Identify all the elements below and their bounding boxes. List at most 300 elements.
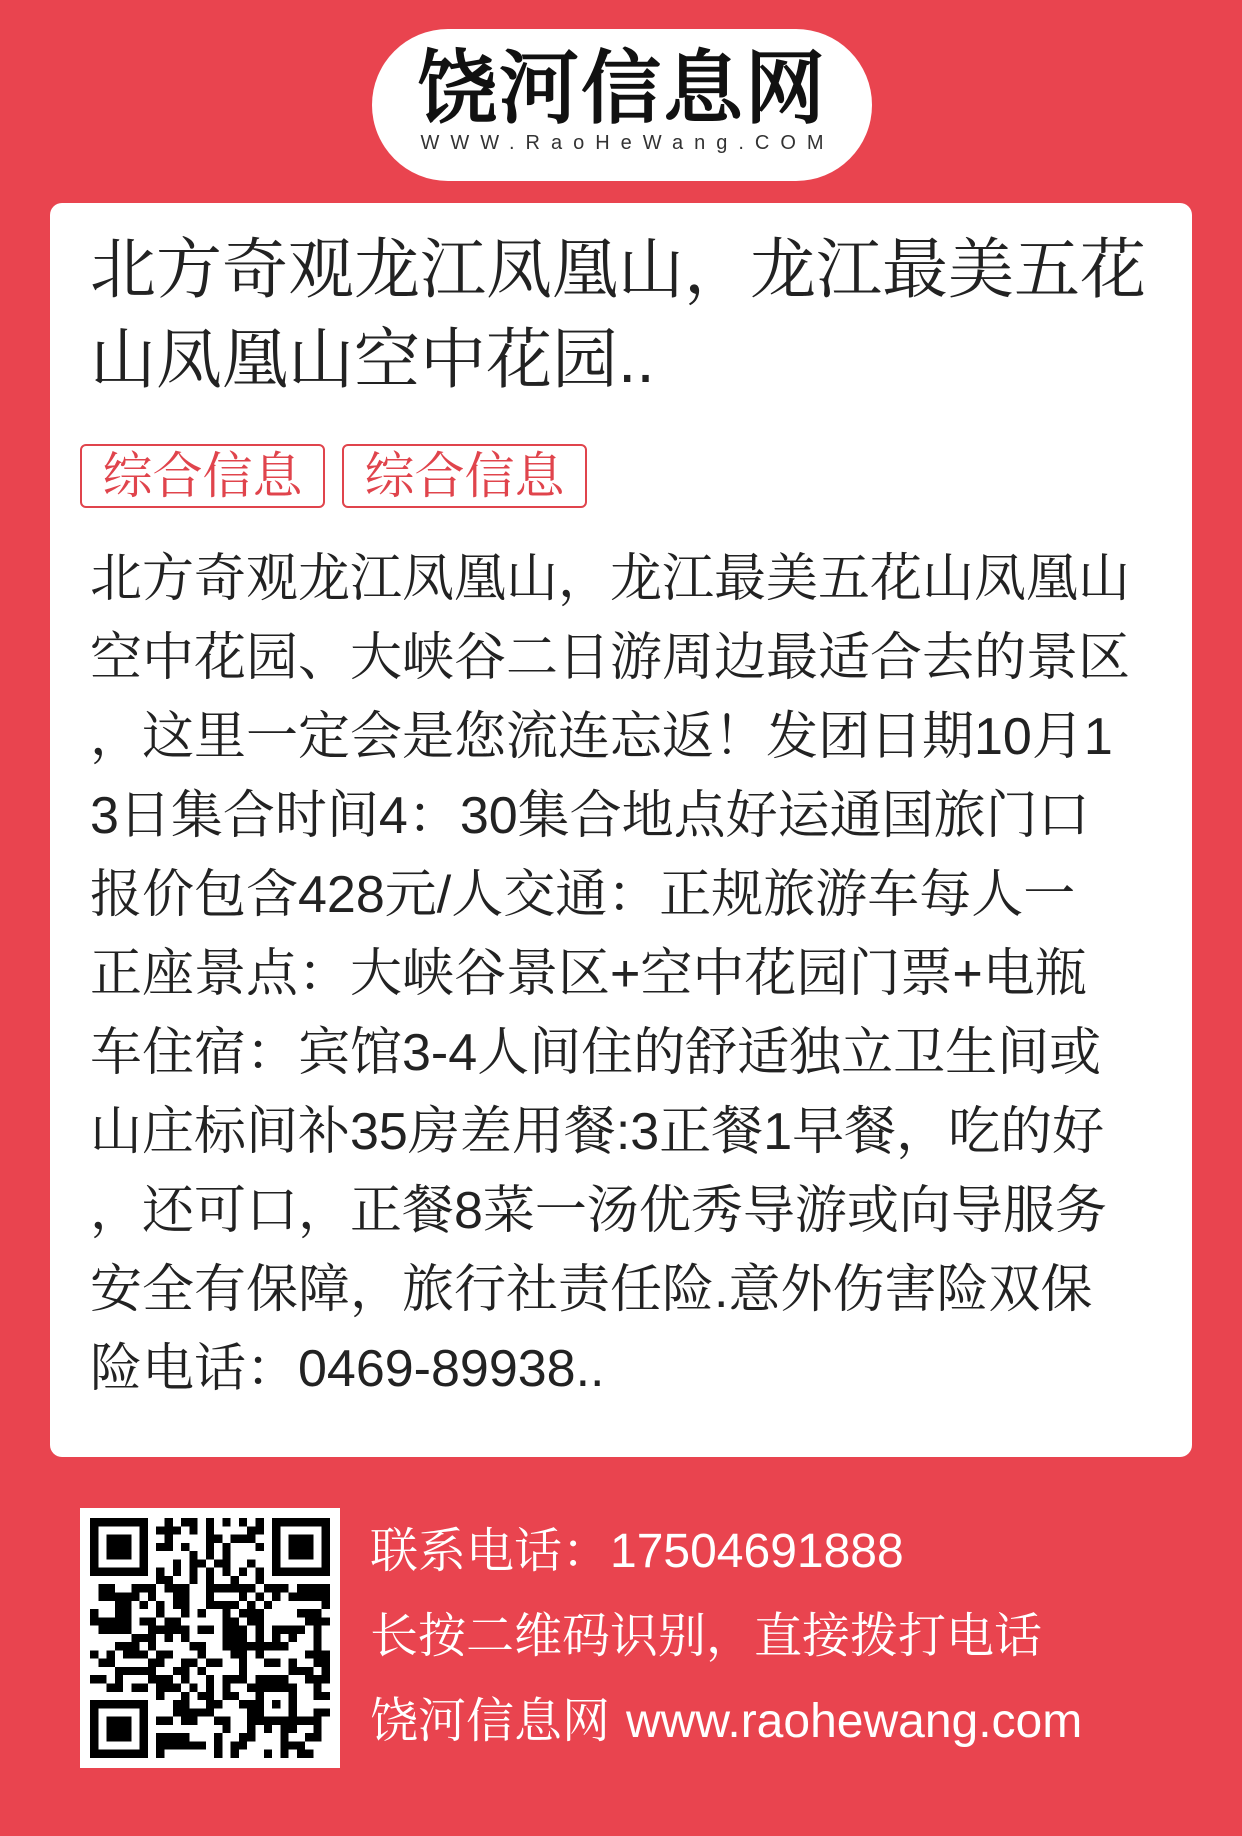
qr-module xyxy=(198,1741,206,1749)
article-body-line: 报价包含428元/人交通：正规旅游车每人一 xyxy=(90,866,1076,924)
qr-module xyxy=(214,1535,222,1543)
qr-module xyxy=(256,1518,264,1526)
qr-module xyxy=(131,1642,139,1650)
qr-module xyxy=(189,1518,197,1526)
qr-module xyxy=(313,1684,321,1692)
qr-module xyxy=(140,1684,148,1692)
qr-module xyxy=(222,1634,230,1642)
qr-module xyxy=(115,1543,123,1551)
qr-module xyxy=(256,1650,264,1658)
qr-module xyxy=(164,1535,172,1543)
qr-module xyxy=(272,1659,280,1667)
qr-module xyxy=(239,1642,247,1650)
qr-module xyxy=(164,1518,172,1526)
qr-module xyxy=(222,1543,230,1551)
qr-module xyxy=(231,1642,239,1650)
qr-module xyxy=(156,1692,164,1700)
qr-module xyxy=(272,1642,280,1650)
site-name: 饶河信息网 xyxy=(370,1695,611,1748)
qr-module xyxy=(297,1535,305,1543)
qr-module xyxy=(115,1617,123,1625)
qr-module xyxy=(289,1708,297,1716)
site-line xyxy=(370,1679,1082,1764)
qr-module xyxy=(280,1518,288,1526)
qr-module xyxy=(123,1725,131,1733)
qr-module xyxy=(305,1667,313,1675)
qr-module xyxy=(280,1717,288,1725)
qr-module xyxy=(148,1617,156,1625)
qr-module xyxy=(206,1601,214,1609)
qr-module xyxy=(140,1634,148,1642)
qr-code-frame[interactable] xyxy=(80,1508,340,1768)
qr-module xyxy=(90,1543,98,1551)
article-title xyxy=(90,224,1146,404)
qr-module xyxy=(222,1601,230,1609)
qr-module xyxy=(148,1642,156,1650)
qr-module xyxy=(214,1559,222,1567)
qr-module xyxy=(123,1626,131,1634)
qr-module xyxy=(206,1576,214,1584)
qr-module xyxy=(198,1642,206,1650)
qr-module xyxy=(181,1708,189,1716)
qr-module xyxy=(289,1667,297,1675)
qr-module xyxy=(264,1684,272,1692)
qr-module xyxy=(264,1659,272,1667)
qr-module xyxy=(198,1708,206,1716)
qr-module xyxy=(206,1568,214,1576)
qr-module xyxy=(256,1592,264,1600)
qr-module xyxy=(189,1526,197,1534)
qr-module xyxy=(115,1750,123,1758)
qr-module xyxy=(90,1609,98,1617)
qr-module xyxy=(206,1700,214,1708)
qr-module xyxy=(256,1717,264,1725)
qr-module xyxy=(297,1592,305,1600)
qr-module xyxy=(123,1543,131,1551)
qr-module xyxy=(322,1675,330,1683)
qr-module xyxy=(206,1659,214,1667)
qr-module xyxy=(123,1750,131,1758)
qr-module xyxy=(173,1700,181,1708)
qr-module xyxy=(247,1708,255,1716)
qr-module xyxy=(256,1692,264,1700)
qr-module xyxy=(131,1700,139,1708)
qr-module xyxy=(173,1601,181,1609)
qr-module xyxy=(214,1717,222,1725)
qr-module xyxy=(123,1650,131,1658)
qr-module xyxy=(156,1526,164,1534)
qr-module xyxy=(90,1568,98,1576)
qr-module xyxy=(313,1634,321,1642)
qr-module xyxy=(123,1667,131,1675)
qr-module xyxy=(90,1551,98,1559)
qr-module xyxy=(231,1675,239,1683)
qr-module xyxy=(256,1543,264,1551)
qr-module xyxy=(98,1568,106,1576)
qr-module xyxy=(280,1725,288,1733)
qr-module xyxy=(189,1684,197,1692)
qr-module xyxy=(239,1741,247,1749)
qr-module xyxy=(272,1700,280,1708)
qr-module xyxy=(90,1675,98,1683)
qr-module xyxy=(264,1750,272,1758)
qr-module xyxy=(289,1518,297,1526)
qr-module xyxy=(206,1543,214,1551)
qr-module xyxy=(164,1634,172,1642)
qr-module xyxy=(131,1667,139,1675)
qr-module xyxy=(231,1576,239,1584)
qr-module xyxy=(322,1617,330,1625)
tag-category[interactable]: 综合信息 xyxy=(342,444,587,508)
qr-module xyxy=(247,1535,255,1543)
qr-module xyxy=(222,1692,230,1700)
qr-module xyxy=(222,1609,230,1617)
qr-module xyxy=(247,1733,255,1741)
qr-module xyxy=(280,1733,288,1741)
qr-module xyxy=(115,1626,123,1634)
qr-module xyxy=(256,1675,264,1683)
qr-module xyxy=(206,1551,214,1559)
qr-module xyxy=(164,1526,172,1534)
qr-module xyxy=(305,1675,313,1683)
qr-module xyxy=(305,1584,313,1592)
qr-module xyxy=(206,1535,214,1543)
qr-module xyxy=(272,1543,280,1551)
qr-module xyxy=(313,1626,321,1634)
qr-module xyxy=(115,1667,123,1675)
qr-module xyxy=(181,1733,189,1741)
qr-module xyxy=(231,1750,239,1758)
qr-module xyxy=(115,1601,123,1609)
qr-module xyxy=(313,1650,321,1658)
qr-module xyxy=(313,1675,321,1683)
tag-category[interactable]: 综合信息 xyxy=(80,444,325,508)
qr-module xyxy=(289,1634,297,1642)
qr-module xyxy=(115,1725,123,1733)
qr-module xyxy=(206,1684,214,1692)
qr-module xyxy=(90,1708,98,1716)
qr-module xyxy=(173,1526,181,1534)
article-title-line: 北方奇观龙江凤凰山，龙江最美五花 xyxy=(90,232,1146,306)
qr-module xyxy=(148,1626,156,1634)
qr-module xyxy=(156,1626,164,1634)
qr-module xyxy=(164,1576,172,1584)
qr-module xyxy=(123,1592,131,1600)
qr-module xyxy=(222,1518,230,1526)
qr-module xyxy=(123,1733,131,1741)
qr-module xyxy=(289,1684,297,1692)
tag-list xyxy=(80,444,587,508)
qr-module xyxy=(173,1626,181,1634)
qr-module xyxy=(297,1518,305,1526)
qr-module xyxy=(214,1750,222,1758)
qr-module xyxy=(181,1700,189,1708)
qr-module xyxy=(140,1584,148,1592)
qr-module xyxy=(222,1684,230,1692)
article-card xyxy=(50,203,1192,1457)
qr-module xyxy=(305,1750,313,1758)
qr-module xyxy=(231,1535,239,1543)
qr-module xyxy=(222,1725,230,1733)
qr-module xyxy=(305,1733,313,1741)
qr-module xyxy=(289,1626,297,1634)
qr-module xyxy=(164,1675,172,1683)
qr-module xyxy=(189,1576,197,1584)
qr-module xyxy=(140,1650,148,1658)
qr-module xyxy=(322,1692,330,1700)
qr-module xyxy=(181,1592,189,1600)
article-body-line: 安全有保障，旅行社责任险.意外伤害险双保 xyxy=(90,1261,1093,1319)
qr-module xyxy=(148,1675,156,1683)
qr-module xyxy=(280,1568,288,1576)
qr-module xyxy=(322,1708,330,1716)
qr-module xyxy=(189,1642,197,1650)
qr-module xyxy=(239,1626,247,1634)
qr-module xyxy=(313,1717,321,1725)
qr-module xyxy=(264,1725,272,1733)
qr-module xyxy=(123,1535,131,1543)
article-body-line: 车住宿：宾馆3-4人间住的舒适独立卫生间或 xyxy=(90,1024,1102,1082)
qr-module xyxy=(173,1667,181,1675)
qr-module xyxy=(198,1626,206,1634)
qr-module xyxy=(107,1543,115,1551)
article-body-line: 北方奇观龙江凤凰山，龙江最美五花山凤凰山 xyxy=(90,550,1131,608)
qr-module xyxy=(222,1568,230,1576)
qr-module xyxy=(98,1659,106,1667)
qr-module xyxy=(90,1617,98,1625)
qr-module xyxy=(222,1675,230,1683)
qr-module xyxy=(140,1568,148,1576)
site-url: www.raohewang.com xyxy=(626,1695,1083,1748)
qr-module xyxy=(222,1551,230,1559)
qr-module xyxy=(140,1667,148,1675)
qr-module xyxy=(239,1650,247,1658)
qr-module xyxy=(181,1717,189,1725)
qr-module xyxy=(272,1535,280,1543)
qr-module xyxy=(140,1535,148,1543)
qr-module xyxy=(123,1601,131,1609)
qr-module xyxy=(239,1667,247,1675)
qr-module xyxy=(272,1626,280,1634)
qr-module xyxy=(280,1675,288,1683)
footer-info xyxy=(370,1509,1082,1764)
qr-module xyxy=(181,1601,189,1609)
qr-module xyxy=(140,1559,148,1567)
qr-module xyxy=(90,1518,98,1526)
qr-module xyxy=(297,1626,305,1634)
qr-module xyxy=(164,1717,172,1725)
qr-module xyxy=(140,1708,148,1716)
qr-module xyxy=(297,1584,305,1592)
qr-module xyxy=(264,1601,272,1609)
logo-name: 饶河信息网 xyxy=(417,42,827,135)
qr-module xyxy=(313,1725,321,1733)
qr-module xyxy=(239,1675,247,1683)
qr-module xyxy=(214,1659,222,1667)
qr-module xyxy=(280,1642,288,1650)
qr-module xyxy=(305,1535,313,1543)
qr-module xyxy=(313,1733,321,1741)
qr-module xyxy=(181,1584,189,1592)
logo-url: WWW.RaoHeWang.COM xyxy=(420,132,835,154)
qr-module xyxy=(107,1733,115,1741)
qr-hint-text: 长按二维码识别，直接拨打电话 xyxy=(370,1610,1043,1663)
qr-module xyxy=(272,1684,280,1692)
qr-module xyxy=(231,1584,239,1592)
qr-module xyxy=(198,1650,206,1658)
qr-module xyxy=(164,1741,172,1749)
qr-module xyxy=(272,1584,280,1592)
qr-module xyxy=(181,1692,189,1700)
qr-module xyxy=(280,1684,288,1692)
article-body-line: 山庄标间补35房差用餐:3正餐1早餐，吃的好 xyxy=(90,1103,1105,1161)
qr-module xyxy=(98,1700,106,1708)
qr-module xyxy=(313,1617,321,1625)
contact-phone-label: 联系电话： xyxy=(370,1525,611,1578)
qr-module xyxy=(322,1667,330,1675)
qr-module xyxy=(189,1741,197,1749)
qr-module xyxy=(322,1584,330,1592)
qr-module xyxy=(206,1592,214,1600)
qr-module xyxy=(247,1725,255,1733)
qr-module xyxy=(131,1750,139,1758)
qr-module xyxy=(148,1667,156,1675)
qr-module xyxy=(123,1700,131,1708)
contact-phone-line xyxy=(370,1509,1082,1594)
qr-module xyxy=(256,1617,264,1625)
qr-module xyxy=(140,1526,148,1534)
qr-module xyxy=(272,1717,280,1725)
qr-module xyxy=(231,1692,239,1700)
qr-module xyxy=(156,1609,164,1617)
qr-module xyxy=(222,1626,230,1634)
qr-module xyxy=(156,1576,164,1584)
qr-module xyxy=(247,1584,255,1592)
article-body-line: 险电话：0469-89938.. xyxy=(90,1340,605,1398)
qr-module xyxy=(131,1634,139,1642)
qr-module xyxy=(98,1626,106,1634)
qr-module xyxy=(90,1650,98,1658)
qr-module xyxy=(90,1741,98,1749)
article-body-line: 空中花园、大峡谷二日游周边最适合去的景区 xyxy=(90,629,1131,687)
qr-module xyxy=(131,1584,139,1592)
qr-module xyxy=(140,1700,148,1708)
qr-module xyxy=(272,1526,280,1534)
qr-module xyxy=(313,1518,321,1526)
qr-module xyxy=(272,1568,280,1576)
qr-module xyxy=(256,1526,264,1534)
qr-module xyxy=(239,1568,247,1576)
qr-module xyxy=(322,1526,330,1534)
qr-module xyxy=(231,1741,239,1749)
qr-module xyxy=(198,1692,206,1700)
qr-module xyxy=(156,1717,164,1725)
qr-module xyxy=(123,1617,131,1625)
qr-module xyxy=(90,1750,98,1758)
qr-module xyxy=(214,1584,222,1592)
qr-module xyxy=(231,1634,239,1642)
qr-module xyxy=(280,1741,288,1749)
qr-module xyxy=(313,1584,321,1592)
qr-module xyxy=(189,1717,197,1725)
qr-module xyxy=(173,1584,181,1592)
qr-module xyxy=(239,1535,247,1543)
article-body-line: 正座景点：大峡谷景区+空中花园门票+电瓶 xyxy=(90,945,1087,1003)
qr-module xyxy=(181,1518,189,1526)
qr-module xyxy=(156,1750,164,1758)
qr-module xyxy=(115,1700,123,1708)
qr-module xyxy=(222,1584,230,1592)
qr-module xyxy=(90,1559,98,1567)
qr-module xyxy=(140,1717,148,1725)
qr-module xyxy=(322,1659,330,1667)
qr-module xyxy=(322,1650,330,1658)
qr-module xyxy=(289,1717,297,1725)
qr-module xyxy=(164,1650,172,1658)
qr-module xyxy=(189,1551,197,1559)
qr-module xyxy=(305,1543,313,1551)
qr-module xyxy=(164,1584,172,1592)
qr-code-icon[interactable] xyxy=(90,1518,330,1758)
qr-module xyxy=(322,1559,330,1567)
qr-module xyxy=(206,1518,214,1526)
qr-module xyxy=(90,1535,98,1543)
qr-module xyxy=(297,1750,305,1758)
qr-module xyxy=(123,1551,131,1559)
qr-module xyxy=(131,1518,139,1526)
qr-module xyxy=(115,1535,123,1543)
qr-module xyxy=(313,1642,321,1650)
qr-module xyxy=(256,1708,264,1716)
qr-module xyxy=(156,1543,164,1551)
article-body xyxy=(90,540,1130,1409)
qr-module xyxy=(305,1650,313,1658)
qr-module xyxy=(322,1543,330,1551)
qr-module xyxy=(98,1584,106,1592)
qr-module xyxy=(231,1650,239,1658)
qr-module xyxy=(256,1634,264,1642)
qr-module xyxy=(206,1526,214,1534)
qr-module xyxy=(198,1609,206,1617)
qr-module xyxy=(107,1684,115,1692)
qr-module xyxy=(231,1601,239,1609)
qr-module xyxy=(297,1551,305,1559)
qr-module xyxy=(247,1601,255,1609)
logo-badge xyxy=(372,29,872,181)
qr-module xyxy=(322,1592,330,1600)
qr-module xyxy=(222,1559,230,1567)
qr-module xyxy=(313,1592,321,1600)
qr-module xyxy=(289,1725,297,1733)
qr-module xyxy=(140,1543,148,1551)
qr-module xyxy=(198,1559,206,1567)
qr-module xyxy=(173,1708,181,1716)
qr-module xyxy=(256,1642,264,1650)
qr-module xyxy=(231,1626,239,1634)
qr-module xyxy=(164,1733,172,1741)
qr-module xyxy=(90,1725,98,1733)
qr-module xyxy=(164,1617,172,1625)
qr-module xyxy=(272,1559,280,1567)
qr-module xyxy=(115,1518,123,1526)
qr-module xyxy=(256,1626,264,1634)
qr-module xyxy=(222,1642,230,1650)
qr-module xyxy=(181,1634,189,1642)
qr-module xyxy=(107,1626,115,1634)
qr-module xyxy=(313,1568,321,1576)
qr-module xyxy=(206,1692,214,1700)
qr-module xyxy=(297,1717,305,1725)
